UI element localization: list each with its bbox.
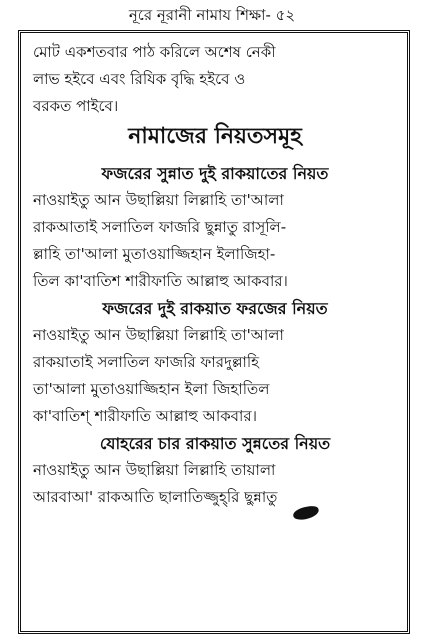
niyat-text-zuhr-sunnat bbox=[33, 457, 397, 511]
niyat-line: কা'বাতিশ্ শারীফাতি আল্লাহু আকবার। bbox=[33, 407, 257, 425]
niyat-line: ল্লাহি তা'আলা মুতাওয়াজ্জিহান ইলাজিহা- bbox=[33, 245, 276, 263]
niyat-line: নাওয়াইতু আন উছাল্লিয়া লিল্লাহি তা'আলা bbox=[33, 191, 284, 209]
intro-line: বরকত পাইবে। bbox=[33, 97, 119, 115]
intro-paragraph bbox=[33, 39, 397, 120]
niyat-line: আরবাআ' রাকআতি ছালাতিজ্জুহ্‌রি ছুন্নাতু bbox=[33, 488, 278, 506]
section-title: নামাজের নিয়তসমূহ bbox=[128, 124, 302, 149]
niyat-line: তা'আলা মুতাওয়াজ্জিহান ইলা জিহাতিল bbox=[33, 380, 270, 398]
niyat-heading-fajr-fard: ফজরের দুই রাকয়াত ফরজের নিয়ত bbox=[102, 299, 328, 318]
intro-line: লাভ হইবে এবং রিযিক বৃদ্ধি হইবে ও bbox=[33, 70, 246, 88]
niyat-heading-zuhr-sunnat: যোহরের চার রাকয়াত সুন্নতের নিয়ত bbox=[99, 434, 331, 453]
niyat-heading-fajr-sunnat: ফজরের সুন্নাত দুই রাকয়াতের নিয়ত bbox=[101, 164, 329, 183]
niyat-line: তিল কা'বাতিশ শারীফাতি আল্লাহু আকবার। bbox=[33, 272, 288, 290]
niyat-line: নাওয়াইতু আন উছাল্লিয়া লিল্লাহি তায়ালা bbox=[33, 461, 276, 479]
page-header: নূরে নূরানী নামায শিক্ষা- ৫২ bbox=[128, 6, 296, 24]
niyat-line: নাওয়াইতু আন উছাল্লিয়া লিল্লাহি তা'আলা bbox=[33, 326, 284, 344]
niyat-line: রাকয়াতাই সলাতিল ফাজরি ফারদুল্লাহি bbox=[33, 353, 260, 371]
niyat-line: রাকআতাই সলাতিল ফাজরি ছুন্নাতু রাসূলি- bbox=[33, 218, 287, 236]
niyat-text-fajr-fard bbox=[33, 322, 397, 430]
niyat-text-fajr-sunnat bbox=[33, 187, 397, 295]
intro-line: মোট একশতবার পাঠ করিলে অশেষ নেকী bbox=[33, 43, 276, 61]
content-frame bbox=[18, 30, 410, 634]
